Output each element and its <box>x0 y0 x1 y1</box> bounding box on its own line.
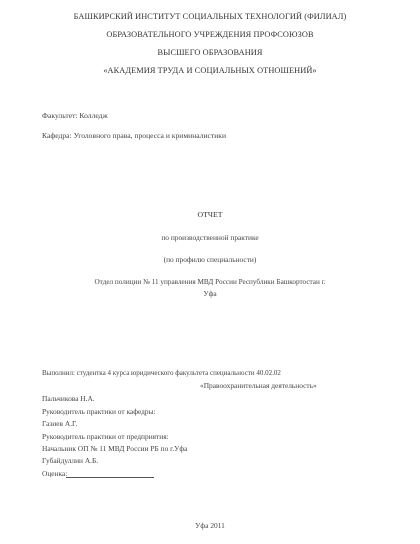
department-line: Кафедра: Уголовного права, процесса и криминалистики <box>42 131 227 140</box>
header-line-institute: БАШКИРСКИЙ ИНСТИТУТ СОЦИАЛЬНЫХ ТЕХНОЛОГИЙ (ФИЛИАЛ) <box>73 12 347 21</box>
report-place-city: Уфа <box>203 289 217 298</box>
header-line-institution: ОБРАЗОВАТЕЛЬНОГО УЧРЕЖДЕНИЯ ПРОФСОЮЗОВ <box>106 30 314 39</box>
supervisor-enterprise-name: Губайдуллин А.Б. <box>42 456 99 465</box>
report-place-line: Отдел полиции № 11 управления МВД России Республики Башкортостан г. <box>94 278 326 286</box>
header-line-education: ВЫСШЕГО ОБРАЗОВАНИЯ <box>157 48 263 57</box>
faculty-line: Факультет: Колледж <box>42 111 108 120</box>
footer-city-year: Уфа 2011 <box>195 521 225 530</box>
specialty-name: «Правоохранительная деятельность» <box>200 381 317 390</box>
report-subtitle-profile: (по профилю специальности) <box>163 255 257 264</box>
header-line-academy: «АКАДЕМИЯ ТРУДА И СОЦИАЛЬНЫХ ОТНОШЕНИЙ» <box>103 66 317 75</box>
supervisor-department-name: Газиев А.Г. <box>42 419 78 428</box>
student-name: Пальчикова Н.А. <box>42 394 95 403</box>
police-chief-title: Начальник ОП № 11 МВД России РБ по г.Уфа <box>42 444 188 453</box>
grade-label: Оценка: <box>42 469 68 478</box>
grade-signature-line <box>66 477 154 478</box>
performed-by-line: Выполнил: студентка 4 курса юридического факультета специальности 40.02.02 <box>42 369 281 377</box>
supervisor-enterprise-label: Руководитель практики от предприятия: <box>42 432 169 441</box>
report-title: ОТЧЕТ <box>197 210 223 219</box>
report-subtitle-practice: по производственной практике <box>161 233 259 242</box>
supervisor-department-label: Руководитель практики от кафедры: <box>42 407 156 416</box>
